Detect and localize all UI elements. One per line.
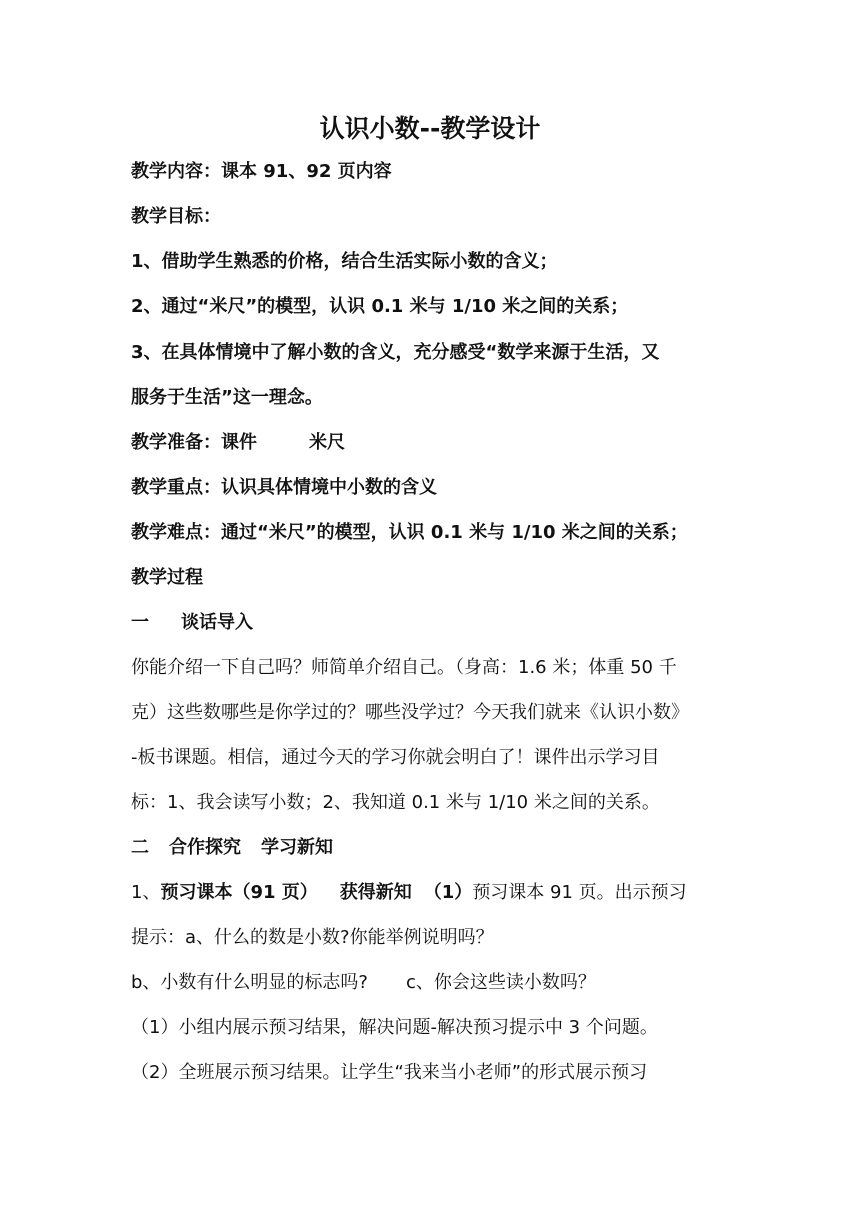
preview-hint-line-2 — [131, 968, 743, 998]
teaching-difficulty: 教学难点：通过“米尺”的模型，认识 0.1 米与 1/10 米之间的关系； — [131, 522, 688, 543]
step-1-line — [131, 878, 743, 908]
step-1-sub-number: （1） — [423, 882, 473, 903]
step-1-gain-label: 获得新知 — [339, 882, 412, 903]
section-2-title: 合作探究 — [169, 837, 241, 858]
preview-hint-b: b、小数有什么明显的标志吗? — [131, 972, 368, 993]
step-1-preview-label: 预习课本（91 页） — [160, 882, 318, 903]
document-title: 认识小数--教学设计 — [319, 114, 541, 143]
section-2-subtitle: 学习新知 — [261, 837, 333, 858]
section-1-number: 一 — [131, 612, 149, 633]
teaching-process-heading: 教学过程 — [131, 567, 203, 588]
intro-paragraph-line-2: 克）这些数哪些是你学过的？哪些没学过？今天我们就来《认识小数》 — [131, 702, 689, 723]
teaching-prep-label: 教学准备：课件 — [131, 432, 257, 453]
goal-item-3-line-1: 3、在具体情境中了解小数的含义，充分感受“数学来源于生活，又 — [131, 342, 660, 363]
section-1-title: 谈话导入 — [181, 612, 253, 633]
teaching-prep-item: 米尺 — [309, 432, 345, 453]
goal-item-1: 1、借助学生熟悉的价格，结合生活实际小数的含义； — [131, 251, 558, 272]
teaching-key-point: 教学重点：认识具体情境中小数的含义 — [131, 477, 437, 498]
section-1-heading — [131, 608, 743, 638]
intro-paragraph-line-1: 你能介绍一下自己吗？师简单介绍自己。（身高：1.6 米；体重 50 千 — [131, 657, 677, 678]
teaching-content-line: 教学内容：课本 91、92 页内容 — [131, 161, 392, 182]
goal-item-3-line-2: 服务于生活”这一理念。 — [131, 387, 323, 408]
step-1-text: 预习课本 91 页。出示预习 — [472, 882, 687, 903]
preview-hint-line-1: 提示：a、什么的数是小数?你能举例说明吗？ — [131, 927, 494, 948]
activity-item-1: （1）小组内展示预习结果，解决问题-解决预习提示中 3 个问题。 — [131, 1017, 658, 1038]
intro-paragraph-line-4: 标：1、我会读写小数；2、我知道 0.1 米与 1/10 米之间的关系。 — [131, 792, 660, 813]
preview-hint-c: c、你会这些读小数吗？ — [405, 972, 596, 993]
section-2-number: 二 — [131, 837, 149, 858]
goal-item-2: 2、通过“米尺”的模型，认识 0.1 米与 1/10 米之间的关系； — [131, 296, 629, 317]
intro-paragraph-line-3: -板书课题。相信，通过今天的学习你就会明白了！课件出示学习目 — [131, 747, 660, 768]
activity-item-2: （2）全班展示预习结果。让学生“我来当小老师”的形式展示预习 — [131, 1062, 648, 1083]
teaching-goals-heading: 教学目标： — [131, 206, 221, 227]
step-1-number: 1、 — [131, 882, 161, 903]
section-2-heading — [131, 833, 743, 863]
teaching-prep-line — [131, 428, 743, 458]
